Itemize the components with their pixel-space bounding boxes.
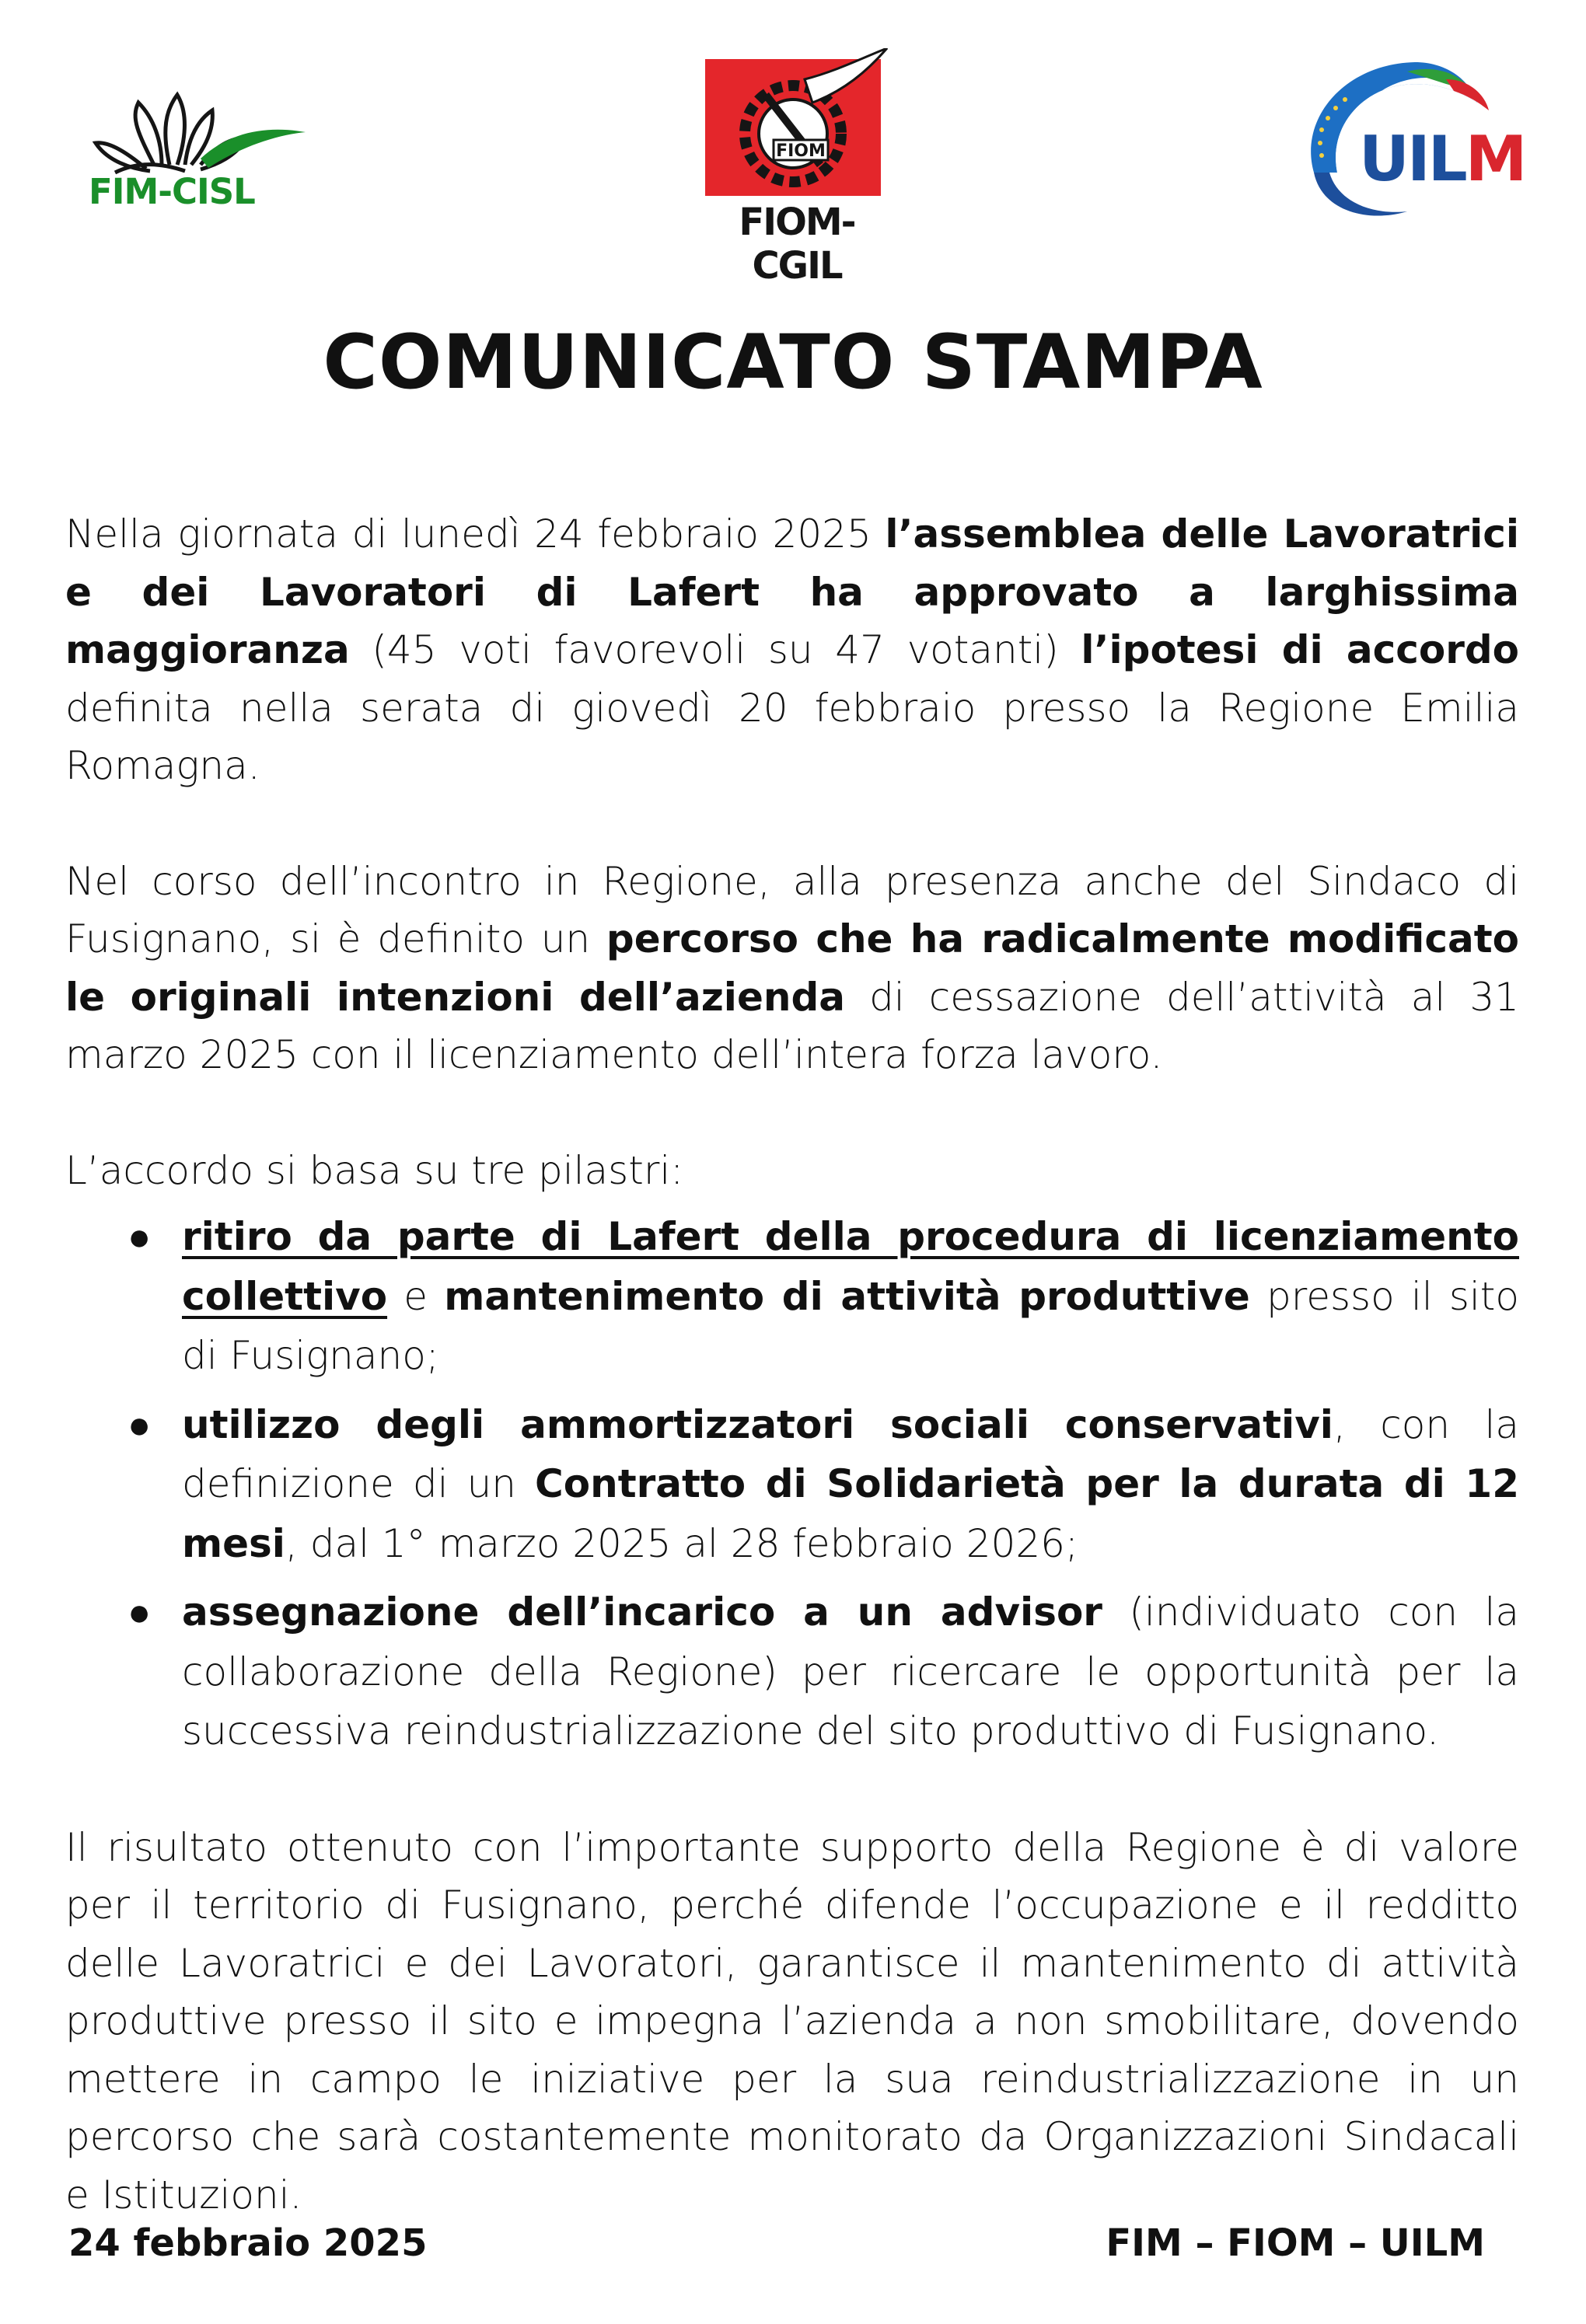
pillar2-bold-2: Contratto di Solidarietà per la durata di 12 mesi bbox=[182, 1461, 1519, 1566]
pillar2-text-1: , con la definizione di un bbox=[182, 1401, 1519, 1506]
p1-text-3: definita nella serata di giovedì 20 febbraio presso la Regione Emilia Romagna. bbox=[65, 685, 1519, 788]
fim-flower-icon bbox=[84, 87, 309, 180]
fim-cisl-logo bbox=[84, 87, 309, 211]
p1-bold-2: l’ipotesi di accordo bbox=[1081, 627, 1519, 672]
fiom-emblem-text: FIOM bbox=[776, 141, 826, 161]
pillar2-text-2: , dal 1° marzo 2025 al 28 febbraio 2026; bbox=[285, 1520, 1078, 1566]
fiom-cgil-logo bbox=[704, 48, 890, 288]
p1-text-2: (45 voti favorevoli su 47 votanti) bbox=[349, 627, 1081, 672]
footer-organizations: FIM – FIOM – UILM bbox=[1106, 2221, 1485, 2265]
press-release-body bbox=[65, 505, 1519, 2281]
document-title: COMUNICATO STAMPA bbox=[323, 319, 1263, 406]
bullet-icon: ● bbox=[128, 1589, 152, 1635]
list-item bbox=[65, 1207, 1519, 1386]
pillar2-bold-1: utilizzo degli ammortizzatori sociali conservativi bbox=[182, 1401, 1333, 1447]
uilm-logo bbox=[1291, 56, 1532, 227]
p2-text-2: di cessazione dell’attività al 31 marzo 2025 con il licenziamento dell’intera forza lavoro. bbox=[65, 974, 1519, 1077]
fiom-cgil-caption: FIOM-CGIL bbox=[739, 201, 855, 288]
fim-cisl-caption: FIM-CISL bbox=[89, 171, 255, 212]
bullet-icon: ● bbox=[128, 1214, 152, 1259]
p1-bold-1: l’assemblea delle Lavoratrici e dei Lavoratori di Lafert ha approvato a larghissima maggioranza bbox=[65, 511, 1520, 672]
pillar1-bold-1: mantenimento di attività produttive bbox=[444, 1273, 1250, 1319]
list-item bbox=[65, 1395, 1519, 1574]
uilm-caption bbox=[1359, 123, 1525, 195]
pillar1-text-2: presso il sito di Fusignano; bbox=[182, 1273, 1519, 1378]
fiom-emblem-icon bbox=[704, 48, 890, 204]
paragraph-assembly-result bbox=[65, 505, 1519, 795]
pillar1-bold-underlined: ritiro da parte di Lafert della procedura di licenziamento collettivo bbox=[182, 1214, 1519, 1319]
paragraph-result-value: Il risultato ottenuto con l’importante supporto della Regione è di valore per il territorio di Fusignano, perché difende l’occupazione e il redditto delle Lavoratrici e dei Lavoratori, garantisce il mantenimento di attività produttive presso il sito e impegna l’azienda a non smobilitare, dovendo mettere in campo le iniziative per la sua reindustrializzazione in un percorso che sarà costantemente monitorato da Organizzazioni Sindacali e Istituzioni. bbox=[65, 1824, 1519, 2218]
p2-text-1: Nel corso dell’incontro in Regione, alla presenza anche del Sindaco di Fusignano, si è definito un bbox=[65, 858, 1519, 961]
pillar3-text-1: (individuato con la collaborazione della Regione) per ricercare le opportunità per la successiva reindustrializzazione del sito produttivo di Fusignano. bbox=[182, 1589, 1519, 1753]
bullet-icon: ● bbox=[128, 1401, 152, 1447]
p2-bold-1: percorso che ha radicalmente modificato le originali intenzioni dell’azienda bbox=[65, 916, 1519, 1020]
footer-date: 24 febbraio 2025 bbox=[68, 2221, 428, 2265]
uilm-caption-prefix: UIL bbox=[1359, 123, 1465, 195]
p1-text-1: Nella giornata di lunedì 24 febbraio 2025 bbox=[65, 511, 886, 557]
pillars-list bbox=[65, 1207, 1519, 1761]
uilm-caption-suffix: M bbox=[1465, 123, 1525, 195]
paragraph-pillars-intro: L’accordo si basa su tre pilastri: bbox=[65, 1147, 684, 1193]
pillar3-bold-1: assegnazione dell’incarico a un advisor bbox=[182, 1589, 1102, 1635]
paragraph-regional-meeting bbox=[65, 853, 1519, 1084]
list-item bbox=[65, 1582, 1519, 1761]
pillar1-text-1: e bbox=[387, 1273, 445, 1319]
